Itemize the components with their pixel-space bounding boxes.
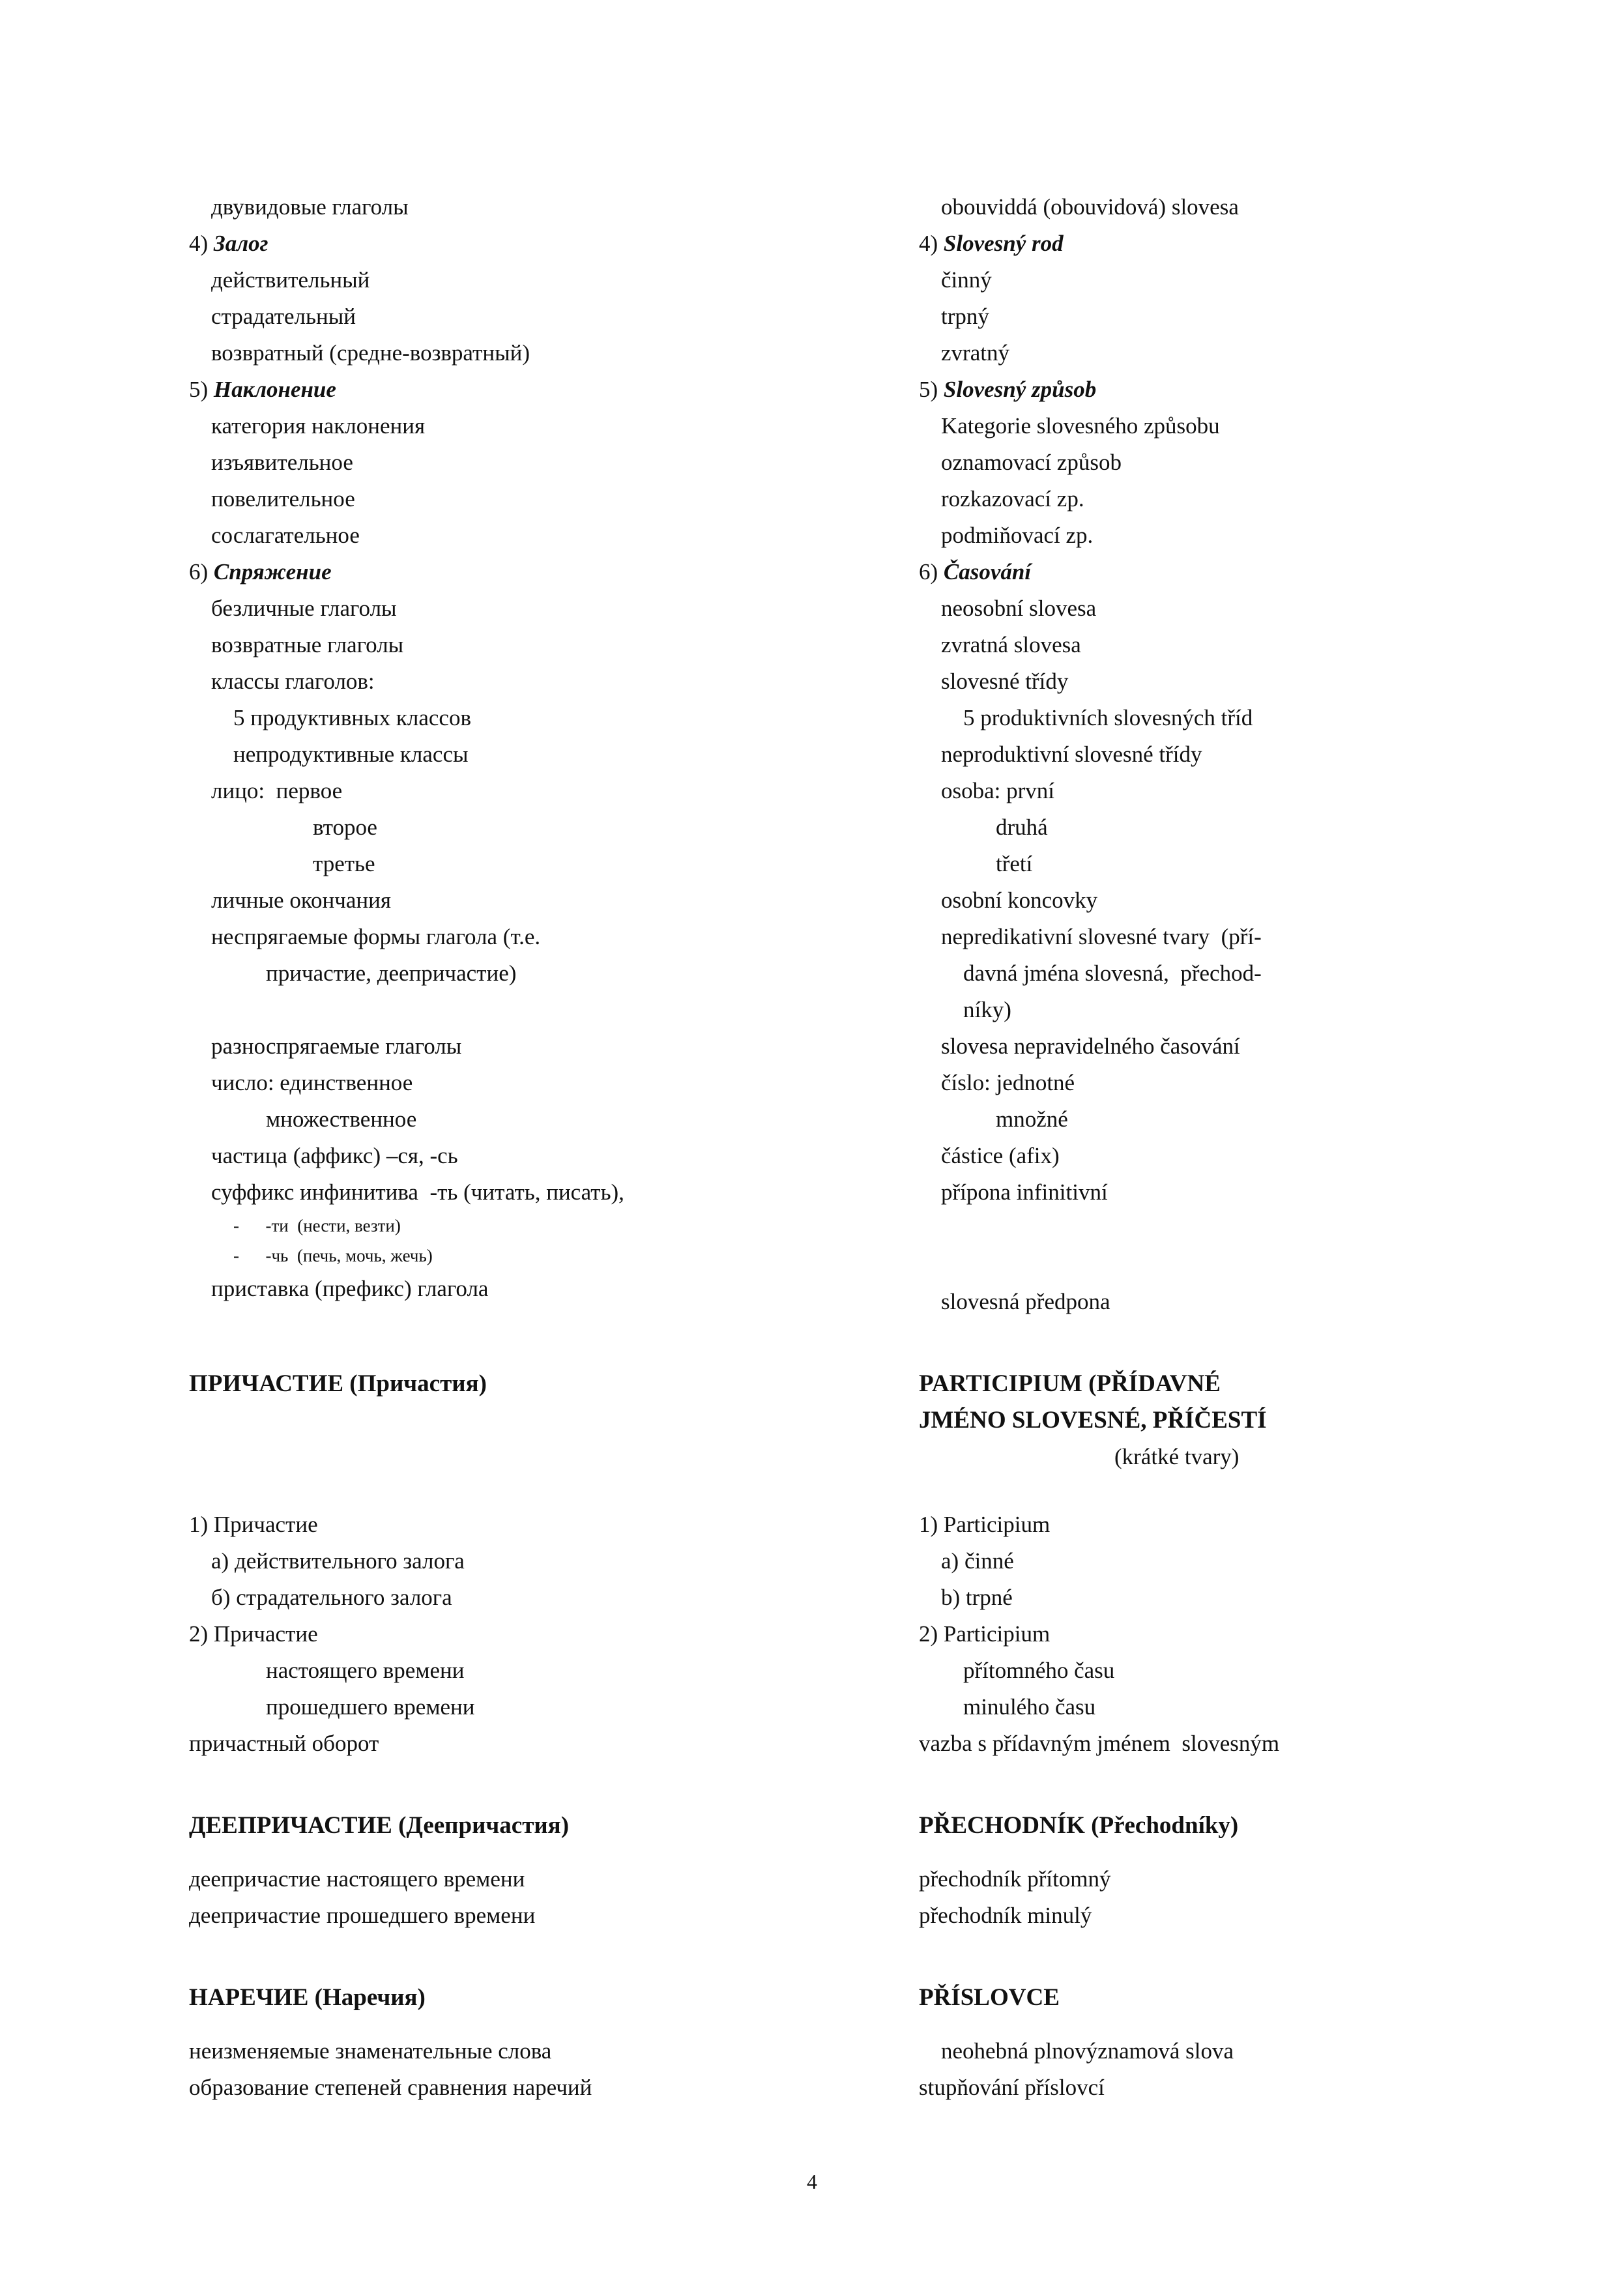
outline-line	[919, 371, 1538, 408]
outline-line: - -чь (печь, мочь, жечь)	[233, 1246, 433, 1265]
blank-line	[189, 992, 899, 1028]
list-term: Наклонение	[213, 377, 336, 402]
heading-right-cell	[919, 1366, 1538, 1475]
outline-line	[189, 225, 899, 262]
heading-body-gap	[0, 1475, 1624, 1507]
section-line: neohebná plnovýznamová slova	[941, 2038, 1234, 2064]
outline-line: частица (аффикс) –ся, -сь	[211, 1143, 458, 1168]
outline-line: категория наклонения	[211, 413, 426, 439]
outline-line: přípona infinitivní	[941, 1179, 1108, 1205]
outline-line: суффикс инфинитива -ть (читать, писать),	[211, 1179, 624, 1205]
body-right-cell	[919, 2033, 1538, 2106]
list-term: Залог	[213, 231, 268, 256]
section-participle	[0, 1366, 1624, 1808]
section-heading-right: JMÉNO SLOVESNÉ, PŘÍČESTÍ	[919, 1407, 1267, 1434]
outline-line: причастие, деепричастие)	[266, 960, 517, 986]
page-content	[0, 189, 1624, 2152]
outline-line: zvratná slovesa	[941, 632, 1081, 657]
blank-line	[919, 1247, 1538, 1284]
outline-line: neproduktivní slovesné třídy	[941, 742, 1202, 767]
outline-line	[919, 554, 1538, 590]
list-term: Спряжение	[213, 559, 332, 584]
outline-line: slovesa nepravidelného časování	[941, 1033, 1240, 1059]
section-line: přechodník přítomný	[919, 1866, 1111, 1892]
outline-line: druhá	[996, 815, 1048, 840]
section-gap	[0, 1762, 1624, 1808]
section-transgressive	[0, 1808, 1624, 1980]
outline-line: возвратный (средне-возвратный)	[211, 340, 530, 366]
outline-line	[189, 554, 899, 590]
section-heading-right: PARTICIPIUM (PŘÍDAVNÉ	[919, 1370, 1221, 1397]
outline-line: третье	[313, 851, 375, 876]
right-column-czech	[919, 189, 1538, 1320]
body-right-cell	[919, 1861, 1538, 1934]
section-line: причастный оборот	[189, 1731, 379, 1756]
outline-line: činný	[941, 267, 992, 293]
section-heading-row	[0, 1366, 1624, 1475]
section-body-row	[0, 1507, 1624, 1762]
outline-line: лицо: первое	[211, 778, 343, 803]
section-line: přítomného času	[963, 1658, 1115, 1683]
section-line: vazba s přídavným jménem slovesným	[919, 1731, 1280, 1756]
outline-line: неспрягаемые формы глагола (т.е.	[211, 924, 541, 949]
heading-left-cell	[189, 1980, 899, 2016]
section-heading-right: PŘÍSLOVCE	[919, 1984, 1060, 2011]
list-number: 5)	[919, 377, 944, 402]
outline-line: částice (afix)	[941, 1143, 1060, 1168]
outline-line: множественное	[266, 1106, 417, 1132]
outline-line: osoba: první	[941, 778, 1055, 803]
list-number: 4)	[189, 231, 214, 256]
section-heading-left: ПРИЧАСТИЕ (Причастия)	[189, 1370, 487, 1397]
section-line: деепричастие настоящего времени	[189, 1866, 525, 1892]
right-column-list	[919, 189, 1538, 1320]
section-line: неизменяемые знаменательные слова	[189, 2038, 552, 2064]
outline-line: obouviddá (obouvidová) slovesa	[941, 194, 1239, 220]
outline-line	[189, 371, 899, 408]
section-line: minulého času	[963, 1694, 1096, 1720]
outline-line: двувидовые глаголы	[211, 194, 409, 220]
section-adverb	[0, 1980, 1624, 2152]
outline-line: davná jména slovesná, přechod-	[963, 960, 1262, 986]
outline-line: безличные глаголы	[211, 596, 397, 621]
list-term: Slovesný způsob	[943, 377, 1097, 402]
body-left-cell	[189, 1861, 899, 1934]
outline-line: сослагательное	[211, 523, 360, 548]
section-heading-note: (krátké tvary)	[1114, 1444, 1240, 1469]
list-number: 4)	[919, 231, 944, 256]
body-left-cell	[189, 2033, 899, 2106]
section-body-row	[0, 2033, 1624, 2106]
sections-container	[0, 1366, 1624, 2152]
section-gap	[0, 2106, 1624, 2152]
outline-line: množné	[996, 1106, 1068, 1132]
section-heading-left: ДЕЕПРИЧАСТИЕ (Деепричастия)	[189, 1812, 570, 1839]
outline-line: zvratný	[941, 340, 1009, 366]
section-heading-row	[0, 1980, 1624, 2016]
outline-line: личные окончания	[211, 887, 391, 913]
outline-line: непродуктивные классы	[233, 742, 469, 767]
section-body-row	[0, 1861, 1624, 1934]
section-line: образование степеней сравнения наречий	[189, 2075, 592, 2100]
section-line: 2) Participium	[919, 1621, 1051, 1647]
section-heading-row	[0, 1808, 1624, 1844]
heading-body-gap	[0, 2016, 1624, 2033]
heading-left-cell	[189, 1808, 899, 1844]
outline-line: приставка (префикс) глагола	[211, 1276, 489, 1301]
blank-line	[919, 1211, 1538, 1247]
heading-right-cell	[919, 1980, 1538, 2016]
page-number: 4	[807, 2170, 817, 2193]
section-line: 1) Participium	[919, 1512, 1051, 1537]
outline-line: trpný	[941, 304, 989, 329]
outline-line: число: единственное	[211, 1070, 413, 1095]
section-gap	[0, 1320, 1624, 1366]
heading-body-gap	[0, 1844, 1624, 1861]
outline-line: podmiňovací zp.	[941, 523, 1094, 548]
section-line: stupňování příslovcí	[919, 2075, 1105, 2100]
section-line: 1) Причастие	[189, 1512, 318, 1537]
list-number: 6)	[189, 559, 214, 584]
outline-line: - -ти (нести, везти)	[233, 1216, 401, 1235]
section-line: б) страдательного залога	[211, 1585, 452, 1610]
outline-line: классы глаголов:	[211, 669, 375, 694]
section-line: 2) Причастие	[189, 1621, 318, 1647]
outline-line: страдательный	[211, 304, 356, 329]
list-term: Slovesný rod	[943, 231, 1064, 256]
section-line: а) действительного залога	[211, 1548, 465, 1574]
outline-line: slovesné třídy	[941, 669, 1069, 694]
section-gap	[0, 1934, 1624, 1980]
outline-line: возвратные глаголы	[211, 632, 404, 657]
section-line: b) trpné	[941, 1585, 1013, 1610]
outline-line: níky)	[963, 997, 1011, 1022]
body-left-cell	[189, 1507, 899, 1762]
section-heading-right: PŘECHODNÍK (Přechodníky)	[919, 1812, 1239, 1839]
body-right-cell	[919, 1507, 1538, 1762]
left-column-list	[189, 189, 899, 1307]
outline-line: slovesná předpona	[941, 1289, 1110, 1314]
outline-line: изъявительное	[211, 450, 353, 475]
outline-line: 5 produktivních slovesných tříd	[963, 705, 1253, 730]
outline-line: třetí	[996, 851, 1033, 876]
outline-line	[919, 225, 1538, 262]
list-term: Časování	[943, 559, 1032, 584]
section-line: деепричастие прошедшего времени	[189, 1903, 536, 1928]
section-line: настоящего времени	[266, 1658, 465, 1683]
heading-right-cell	[919, 1808, 1538, 1844]
outline-line: neosobní slovesa	[941, 596, 1097, 621]
list-number: 5)	[189, 377, 214, 402]
left-column-russian	[189, 189, 899, 1307]
section-line: прошедшего времени	[266, 1694, 475, 1720]
list-number: 6)	[919, 559, 944, 584]
two-column-layout	[0, 189, 1624, 1320]
section-heading-left: НАРЕЧИЕ (Наречия)	[189, 1984, 426, 2011]
outline-line: второе	[313, 815, 377, 840]
outline-line: Kategorie slovesného způsobu	[941, 413, 1220, 439]
outline-line: číslo: jednotné	[941, 1070, 1075, 1095]
outline-line: nepredikativní slovesné tvary (pří-	[941, 924, 1262, 949]
outline-line: oznamovací způsob	[941, 450, 1122, 475]
outline-line: rozkazovací zp.	[941, 486, 1084, 512]
outline-line: разноспрягаемые глаголы	[211, 1033, 462, 1059]
outline-line: osobní koncovky	[941, 887, 1098, 913]
heading-left-cell	[189, 1366, 899, 1402]
section-line: přechodník minulý	[919, 1903, 1092, 1928]
outline-line: повелительное	[211, 486, 355, 512]
outline-line: действительный	[211, 267, 370, 293]
outline-line: 5 продуктивных классов	[233, 705, 471, 730]
section-line: a) činné	[941, 1548, 1014, 1574]
